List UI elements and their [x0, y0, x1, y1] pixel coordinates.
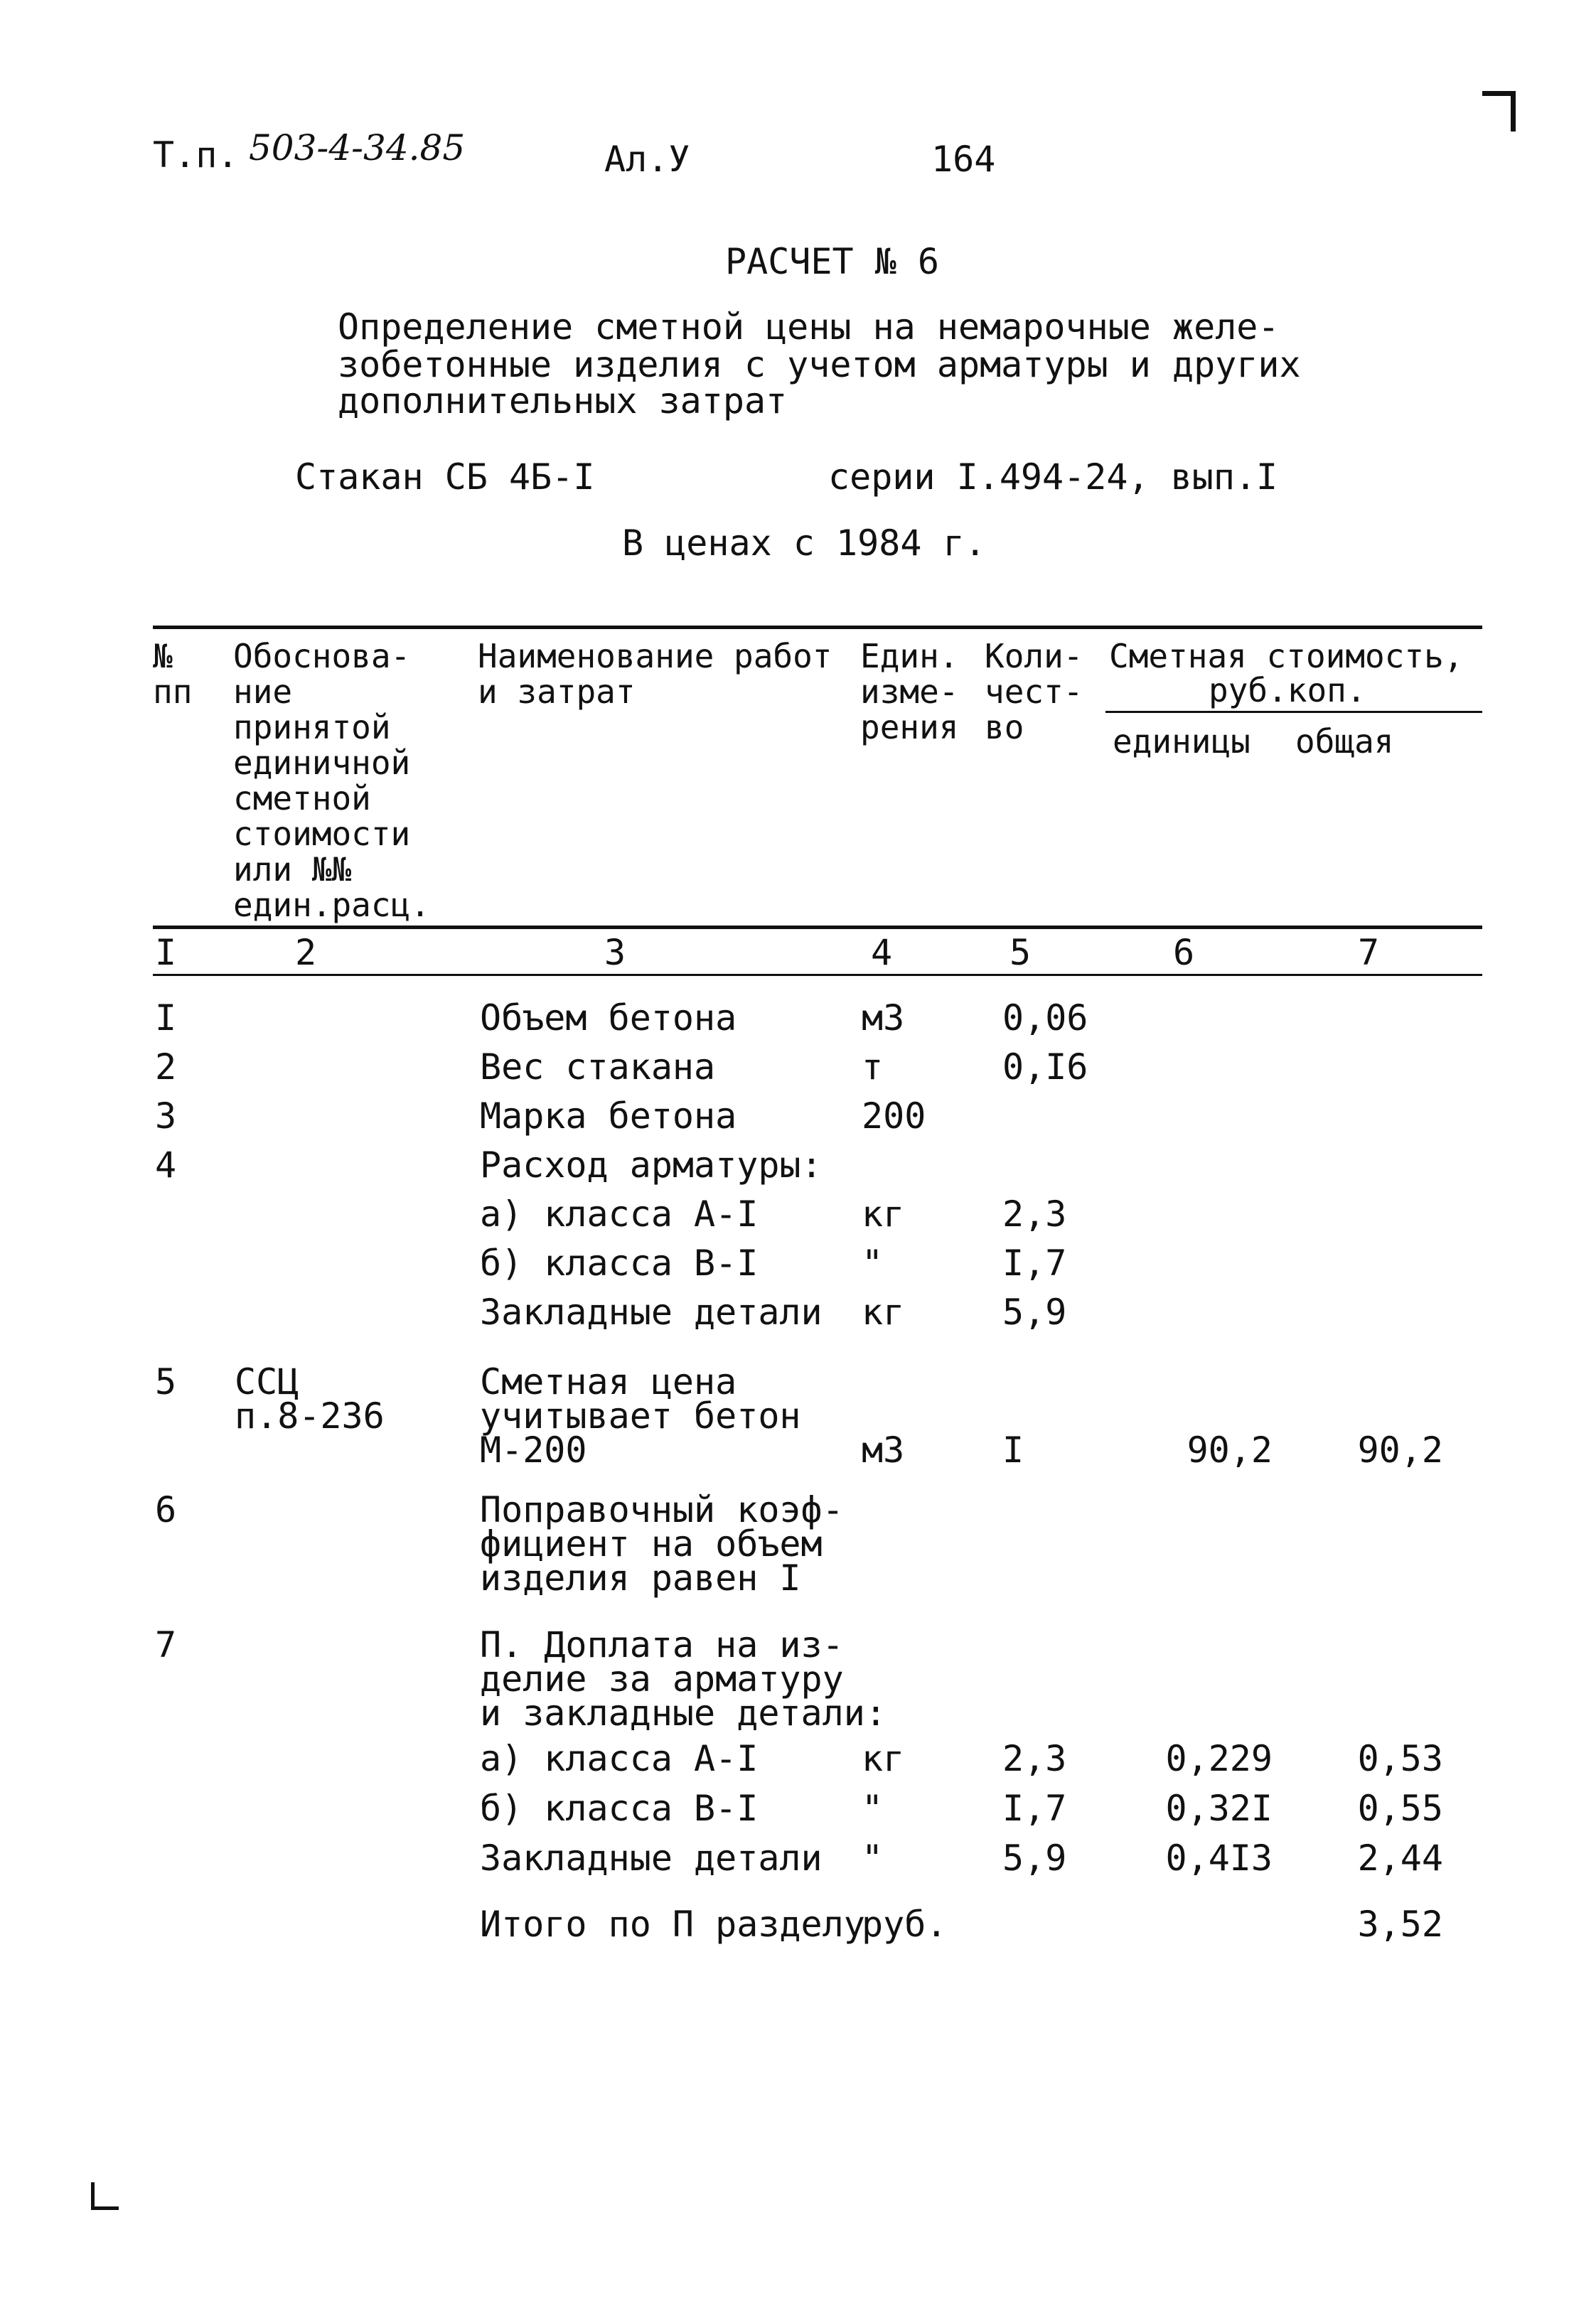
cost-group-rule — [1105, 711, 1482, 713]
row-quantity: 0,I6 — [1002, 1046, 1088, 1088]
row-name: Итого по П разделу — [480, 1904, 865, 1945]
row-unit-price: 90,2 — [1187, 1430, 1273, 1471]
row-quantity: 5,9 — [1002, 1838, 1067, 1879]
row-quantity: I,7 — [1002, 1788, 1067, 1829]
row-number: 6 — [155, 1489, 177, 1530]
row-name: б) класса В-I — [480, 1788, 759, 1829]
subtitle-line-3: дополнительных затрат — [338, 380, 788, 422]
col-number-5: 5 — [1009, 932, 1032, 973]
header-col-total: общая — [1295, 722, 1394, 761]
row-number: 5 — [155, 1361, 177, 1402]
row-quantity: 0,06 — [1002, 997, 1088, 1039]
prices-note: В ценах с 1984 г. — [622, 522, 986, 564]
header-col-name: Наименование работ и затрат — [478, 637, 832, 711]
row-name: а) класса А-I — [480, 1738, 759, 1779]
row-quantity: I,7 — [1002, 1243, 1067, 1284]
row-number: 7 — [155, 1624, 177, 1666]
row-unit-price: 0,32I — [1165, 1788, 1273, 1829]
row-unit: кг — [862, 1292, 905, 1333]
row-basis: ССЦ п.8-236 — [235, 1361, 385, 1437]
row-unit: руб. — [862, 1904, 948, 1945]
product-series: серии I.494-24, вып.I — [828, 456, 1278, 498]
row-unit: м3 — [862, 997, 905, 1039]
corner-mark-bottom-left — [91, 2182, 119, 2210]
col-number-2: 2 — [295, 932, 317, 973]
row-total: 3,52 — [1357, 1904, 1443, 1945]
row-unit-price: 0,229 — [1165, 1738, 1273, 1779]
col-number-4: 4 — [871, 932, 893, 973]
row-name: б) класса В-I — [480, 1243, 759, 1284]
row-name: Вес стакана — [480, 1046, 716, 1088]
row-unit-price: 0,4I3 — [1165, 1838, 1273, 1879]
row-number: 3 — [155, 1095, 177, 1137]
header-col-number: № пп — [153, 637, 193, 711]
row-name: Объем бетона — [480, 997, 737, 1039]
row-unit: м3 — [862, 1430, 905, 1471]
col-number-rule — [153, 974, 1482, 976]
col-number-6: 6 — [1173, 932, 1195, 973]
header-col-unit-price: единицы — [1113, 722, 1250, 761]
product-name: Стакан СБ 4Б-I — [295, 456, 595, 498]
header-cost-group: Сметная стоимость, — [1109, 637, 1464, 675]
row-unit: " — [862, 1243, 884, 1284]
row-number: I — [155, 997, 177, 1039]
album-label: Ал.У — [604, 139, 690, 180]
row-quantity: 2,3 — [1002, 1194, 1067, 1235]
subtitle-line-1: Определение сметной цены на немарочные желе- — [338, 306, 1280, 348]
row-unit: т — [862, 1046, 884, 1088]
row-total: 2,44 — [1357, 1838, 1443, 1879]
header-col-unit: Един. изме- рения — [860, 637, 959, 746]
row-number: 2 — [155, 1046, 177, 1088]
row-name: Поправочный коэф- фициент на объем изделия равен I — [480, 1489, 844, 1599]
corner-mark-top-right — [1482, 91, 1516, 132]
tp-prefix: Т.п. — [153, 134, 239, 176]
row-quantity: I — [1002, 1430, 1024, 1471]
row-total: 0,55 — [1357, 1788, 1443, 1829]
subtitle-line-2: зобетонные изделия с учетом арматуры и других — [338, 344, 1301, 385]
header-bottom-rule — [153, 926, 1482, 929]
col-number-3: 3 — [604, 932, 626, 973]
row-total: 0,53 — [1357, 1738, 1443, 1779]
header-col-qty: Коли- чест- во — [985, 637, 1083, 746]
header-col-basis: Обоснова- ние принятой единичной сметной стоимости или №№ един.расц. — [233, 637, 430, 924]
row-unit: кг — [862, 1194, 905, 1235]
row-name: Марка бетона — [480, 1095, 737, 1137]
col-number-7: 7 — [1358, 932, 1380, 973]
row-name: а) класса А-I — [480, 1194, 759, 1235]
page-title: РАСЧЕТ № 6 — [725, 241, 940, 282]
row-name: Расход арматуры: — [480, 1144, 823, 1186]
header-cost-units: руб.коп. — [1209, 671, 1366, 709]
table-top-rule — [153, 626, 1482, 629]
row-quantity: 5,9 — [1002, 1292, 1067, 1333]
row-name: Закладные детали — [480, 1838, 823, 1879]
row-unit: " — [862, 1788, 884, 1829]
tp-number: 503-4-34.85 — [249, 127, 466, 168]
row-total: 90,2 — [1357, 1430, 1443, 1471]
row-name: Сметная цена учитывает бетон М-200 — [480, 1361, 801, 1471]
row-unit: кг — [862, 1738, 905, 1779]
row-quantity: 2,3 — [1002, 1738, 1067, 1779]
page-number: 164 — [931, 139, 996, 180]
row-unit: 200 — [862, 1095, 926, 1137]
row-name: Закладные детали — [480, 1292, 823, 1333]
row-unit: " — [862, 1838, 884, 1879]
row-number: 4 — [155, 1144, 177, 1186]
row-name: П. Доплата на из- делие за арматуру и закладные детали: — [480, 1624, 887, 1734]
col-number-1: I — [155, 932, 177, 973]
